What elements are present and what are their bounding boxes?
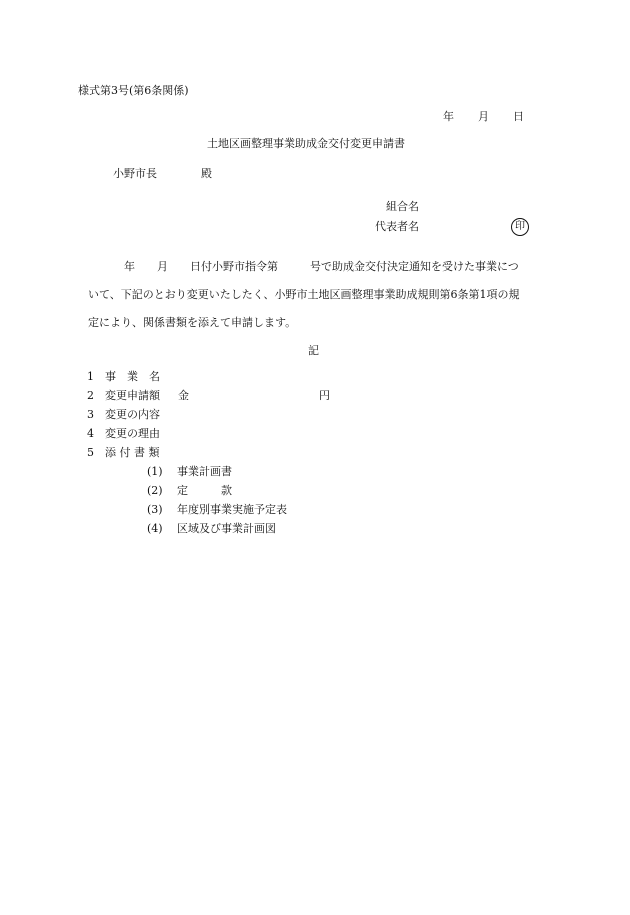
item-number: 4: [87, 427, 94, 440]
form-number: 様式第3号(第6条関係): [78, 84, 189, 97]
item-row: [87, 428, 160, 439]
item-number: 5: [87, 446, 94, 459]
attachment-label: 定 款: [177, 484, 232, 497]
addressee-name: 小野市長: [113, 167, 157, 180]
attachment-row: [147, 504, 287, 515]
attachment-number: (2): [147, 484, 163, 497]
attachment-row: [147, 485, 232, 496]
item-number: 3: [87, 408, 94, 421]
attachment-number: (4): [147, 522, 163, 535]
item-number: 2: [87, 389, 94, 402]
item-label: 変更申請額: [105, 389, 160, 402]
representative-label: 代表者名: [375, 220, 419, 233]
body-month: 月: [157, 260, 168, 273]
item-row: [87, 371, 160, 382]
body-line-3: 定により、関係書類を添えて申請します。: [88, 316, 297, 329]
date-day-label: 日: [513, 110, 524, 123]
item-label: 添 付 書 類: [105, 446, 160, 459]
seal-mark: 印: [511, 218, 529, 236]
item-row: [87, 409, 160, 420]
item-label: 変更の理由: [105, 427, 160, 440]
document-title: 土地区画整理事業助成金交付変更申請書: [207, 137, 405, 150]
attachment-row: [147, 523, 276, 534]
amount-unit: 円: [319, 389, 330, 402]
addressee: [113, 168, 212, 179]
body-notice-ref: 号で助成金交付決定通知を受けた事業につ: [310, 260, 519, 273]
body-year: 年: [124, 260, 135, 273]
item-label: 変更の内容: [105, 408, 160, 421]
attachment-row: [147, 466, 232, 477]
item-number: 1: [87, 370, 94, 383]
body-line-1: [124, 261, 519, 272]
attachment-label: 区域及び事業計画図: [177, 522, 276, 535]
addressee-honorific: 殿: [201, 167, 212, 180]
attachment-label: 年度別事業実施予定表: [177, 503, 287, 516]
item-label: 事 業 名: [105, 370, 160, 383]
body-date-ref: 日付小野市指令第: [190, 260, 278, 273]
item-row: [87, 390, 330, 401]
date-year-label: 年: [443, 110, 454, 123]
ki-heading: 記: [308, 344, 319, 357]
attachment-number: (1): [147, 465, 163, 478]
org-name-label: 組合名: [386, 200, 419, 213]
date-line: [443, 111, 524, 122]
attachment-label: 事業計画書: [177, 465, 232, 478]
date-month-label: 月: [478, 110, 489, 123]
amount-prefix: 金: [178, 389, 189, 402]
body-line-2: いて、下記のとおり変更いたしたく、小野市土地区画整理事業助成規則第6条第1項の規: [88, 288, 520, 301]
item-row: [87, 447, 160, 458]
attachment-number: (3): [147, 503, 163, 516]
